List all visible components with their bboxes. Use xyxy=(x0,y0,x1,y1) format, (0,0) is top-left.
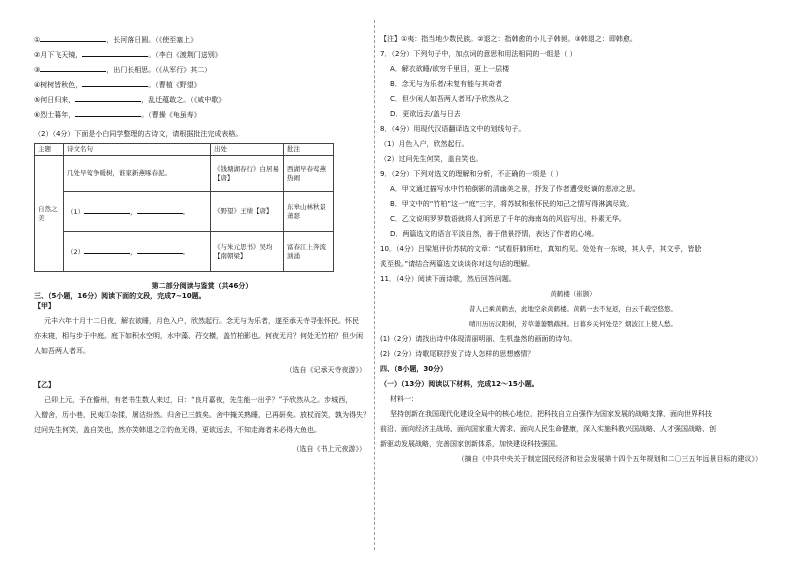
answer-blank[interactable] xyxy=(75,109,141,117)
part2-title: 第二部分阅读与鉴赏（共46分） xyxy=(151,282,253,290)
option-item: C．但少闲人如吾两人者耳/予欣然从之 xyxy=(390,95,510,103)
table-row-note: 富春江上奔流汹涌 xyxy=(284,232,334,272)
yi-source: （选自《书上元夜游》） xyxy=(292,445,366,453)
option-item: B．甲文中的“竹柏”这一“庭”三字，将苏轼和张怀民的知己之情写得淋漓尽致。 xyxy=(390,200,634,208)
table-intro: （2）（4分）下面是小白同学整理的古诗文，请根据批注完成表格。 xyxy=(34,130,243,138)
table-header-note: 批注 xyxy=(284,144,334,156)
table-header-line: 诗文名句 xyxy=(64,144,211,156)
poem-table xyxy=(34,143,334,272)
yi-label: 【乙】 xyxy=(34,381,55,389)
recite-list xyxy=(34,34,370,124)
poem-title: 黄鹤楼（崔颢） xyxy=(550,290,596,298)
option-item: C．乙文说明罗罗数语就将人们所思了千年的海南岛的风俗写出，朴素无华。 xyxy=(390,215,626,223)
annotation: 【注】①夷：指当地少数民族。②退之：指韩愈的小儿子韩昶。③韩退之：即韩愈。 xyxy=(380,35,637,43)
question-11-item: (1)（2分）请找出诗中体现清丽明丽、生机盎然的画面的诗句。 xyxy=(380,335,577,343)
recite-item xyxy=(34,64,370,74)
recite-suffix: ，长河落日圆。（《使至塞上》 xyxy=(106,36,198,44)
table-row-line: （2） ， 。 xyxy=(64,232,211,272)
question-9-options xyxy=(380,184,766,244)
recite-item xyxy=(34,49,370,59)
table-row-line: （1） ， 。 xyxy=(64,192,211,232)
table-row-note: 东皋山林秋景萧瑟 xyxy=(284,192,334,232)
recite-suffix: ，出门长相思。（《从军行》其二） xyxy=(106,66,212,74)
table-row-line: 几处早莺争暖树，谁家新燕啄春泥。 xyxy=(64,156,211,192)
option-item: B．念无与为乐者/未复有能与其奇者 xyxy=(390,80,503,88)
right-column xyxy=(380,34,766,464)
material1-label: 材料一： xyxy=(390,395,418,403)
question-11-item: (2)（2分）诗歌尾联抒发了诗人怎样的思想感情？ xyxy=(380,350,535,358)
jia-passage: 元丰六年十月十二日夜，解衣欲睡，月色入户，欣然起行。念无与为乐者，遂至承天寺寻张怀民。怀民 亦未寝，相与步于中庭。庭下如积水空明，水中藻、荇交横，盖竹柏影也。何夜无月？何处无竹柏？但少闲 人如吾两人者耳。 xyxy=(34,317,363,355)
recite-prefix: ⑥烈士暮年， xyxy=(34,111,76,119)
answer-blank[interactable] xyxy=(82,49,148,57)
table-row-source: 《钱塘湖春行》白居易【唐】 xyxy=(211,156,284,192)
answer-blank[interactable] xyxy=(40,34,106,42)
recite-item xyxy=(34,109,370,119)
recite-suffix: 。（李白《渡荆门送别》 xyxy=(148,51,222,59)
question-10: 10．（4分）吕梁旭评价苏轼的文章：“试看肝肺所吐，真知灼见。处处有一东坡，其人乎，其文乎，皆脍 xyxy=(380,245,702,253)
recite-prefix: ③ xyxy=(34,66,41,74)
answer-blank[interactable] xyxy=(75,94,141,102)
recite-item xyxy=(34,34,370,44)
table-row-note: 西湖早春莺燕热闹 xyxy=(284,156,334,192)
recite-prefix: ②月下飞天镜， xyxy=(34,51,83,59)
answer-blank[interactable] xyxy=(137,246,183,254)
answer-blank[interactable] xyxy=(84,246,130,254)
recite-prefix: ① xyxy=(34,36,41,44)
question-8-item: （2）过问先生何笑，盖自笑也。 xyxy=(380,155,483,163)
question-9: 9．（2分）下列对选文的理解和分析，不正确的一项是（ ） xyxy=(380,170,563,178)
section3-header: 三、（5小题，16分）阅读下面的文段，完成7~10题。 xyxy=(34,292,206,300)
subsection1-header: （一）（13分）阅读以下材料，完成12～15小题。 xyxy=(380,380,539,388)
option-item: D．两篇选文的语言平淡自然，善于借景抒情，表达了作者的心境。 xyxy=(390,230,599,238)
answer-blank[interactable] xyxy=(84,206,130,214)
recite-suffix: ，乱迁蕴敢之。（《咸中歌》 xyxy=(141,96,226,104)
poem-line: 晴川历历汉阳树，芳草萋萋鹦鹉洲。日暮乡关何处是？烟波江上使人愁。 xyxy=(469,320,677,328)
left-column xyxy=(34,34,370,454)
question-11: 11．（4分）阅读下面诗歌，然后回答问题。 xyxy=(380,275,516,283)
section4-header: 四、（8小题，30分） xyxy=(380,365,448,373)
question-7-options xyxy=(380,64,766,124)
table-header-source: 出处 xyxy=(211,144,284,156)
answer-blank[interactable] xyxy=(137,206,183,214)
table-header-theme: 主题 xyxy=(35,144,64,156)
question-7: 7．（2分）下列句子中，加点词的意思和用法相同的一组是（ ） xyxy=(380,50,577,58)
material1-text: 坚持创新在我国现代化建设全局中的核心地位，把科技自立自强作为国家发展的战略支撑，面向世界科技 前沿、面向经济主战场、面向国家重大需求、面向人民生命健康，深入实施科教兴国战略、人才强国战略、创 新驱动发展战略，完善国家创新体系，加快建设科技强国。 xyxy=(380,410,716,448)
table-row-source: 《与朱元思书》吴均【南朝梁】 xyxy=(211,232,284,272)
option-item: A．甲文通过描写水中竹柏倒影的清幽美之景，抒发了作者遭受贬谪的悲凉之思。 xyxy=(390,185,640,193)
jia-label: 【甲】 xyxy=(34,302,55,310)
recite-prefix: ④树树皆秋色， xyxy=(34,81,83,89)
answer-blank[interactable] xyxy=(82,79,148,87)
recite-suffix: 。（曹操《龟虽寿》 xyxy=(141,111,201,119)
question-8-item: （1）月色入户，欣然起行。 xyxy=(380,140,469,148)
table-theme-cell: 自然之美 xyxy=(35,156,64,272)
poem-line: 昔人已乘黄鹤去，此地空余黄鹤楼。黄鹤一去不复返，白云千载空悠悠。 xyxy=(469,305,677,313)
recite-suffix: 。（曹植《野望》 xyxy=(148,81,201,89)
recite-prefix: ⑤何日归来， xyxy=(34,96,76,104)
material1-source: （摘自《中共中央关于制定国民经济和社会发展第十四个五年规划和二〇三五年远景目标的建议》） xyxy=(457,455,762,463)
recite-item xyxy=(34,79,370,89)
option-item: D．更欲远去/盖与日去 xyxy=(390,110,461,118)
answer-blank[interactable] xyxy=(40,64,106,72)
recite-item xyxy=(34,94,370,104)
jia-source: （选自《记承天寺夜游》） xyxy=(285,366,366,374)
option-item: A．解衣欲睡/欲穷千里目，更上一层楼 xyxy=(390,65,510,73)
question-10-cont: 炙至极。”请结合两篇选文谈谈你对这句话的理解。 xyxy=(380,260,535,268)
column-divider xyxy=(374,20,375,550)
yi-passage: 己卯上元，予在儋州，有老书生数人来过，曰：“良月嘉夜，先生能一出乎？”予欣然从之。步城西， 入僧舍，历小巷，民夷①杂揉，屠沽纷然。归舍已三鼓矣。舍中掩关熟睡，已再鼾矣。放杖而笑，孰为得失？ 过问先生何笑，盖自笑也，然亦笑韩退之②钓鱼无得，更欲远去，不知走海者未必得大鱼也。 xyxy=(34,396,370,434)
table-row-source: 《野望》王绩【唐】 xyxy=(211,192,284,232)
question-8: 8．（4分）用现代汉语翻译选文中的划线句子。 xyxy=(380,125,526,133)
